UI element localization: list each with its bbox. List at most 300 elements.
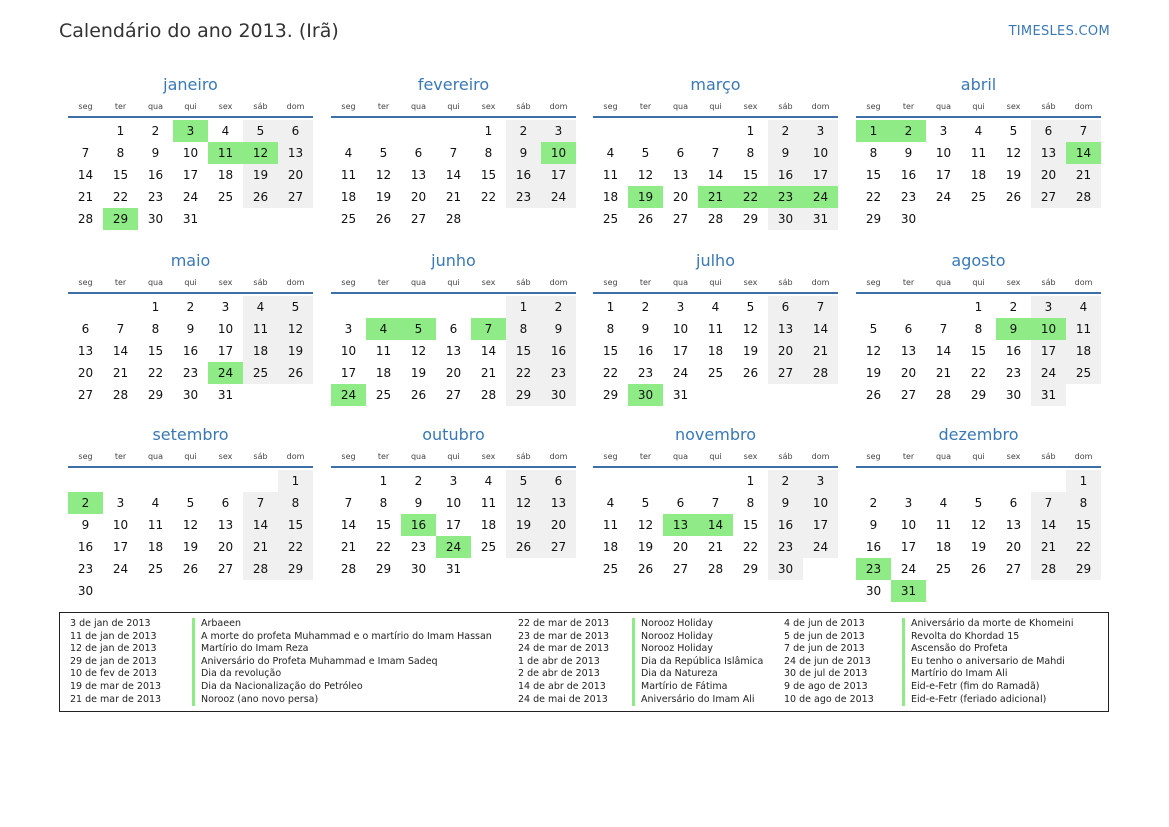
day-cell: 3	[1031, 296, 1066, 318]
day-cell: 17	[182, 168, 199, 182]
weekday-label: qui	[709, 277, 722, 287]
day-cell: 15	[278, 514, 313, 536]
holiday-day: 4	[366, 318, 401, 340]
legend-holiday-name: Martírio de Fátima	[641, 680, 728, 692]
day-cell: 17	[672, 344, 689, 358]
day-cell: 16	[900, 168, 917, 182]
day-cell: 29	[147, 388, 164, 402]
day-cell: 14	[340, 518, 357, 532]
day-cell: 27	[672, 212, 689, 226]
legend-holiday-name: Dia da República Islâmica	[641, 655, 764, 667]
day-cell: 29	[506, 384, 541, 406]
weekday-label: qui	[709, 101, 722, 111]
day-cell: 2	[1009, 300, 1018, 314]
weekday-label: ter	[114, 101, 127, 111]
day-cell: 7	[711, 496, 720, 510]
weekday-label: qua	[410, 101, 427, 111]
legend-date: 12 de jan de 2013	[70, 643, 157, 655]
day-cell: 29	[1066, 558, 1101, 580]
weekday-label: dom	[549, 101, 568, 111]
day-cell: 22	[112, 190, 129, 204]
weekday-label: ter	[114, 451, 127, 461]
day-cell: 26	[865, 388, 882, 402]
day-cell: 22	[480, 190, 497, 204]
day-cell: 29	[742, 212, 759, 226]
day-cell: 29	[278, 558, 313, 580]
legend-date: 23 de mar de 2013	[518, 630, 610, 642]
day-cell: 27	[900, 388, 917, 402]
legend-date: 22 de mar de 2013	[518, 618, 610, 629]
day-cell: 1	[1066, 470, 1101, 492]
day-cell: 16	[77, 540, 94, 554]
weekday-header	[593, 272, 838, 294]
day-cell: 3	[803, 120, 838, 142]
day-cell: 15	[147, 344, 164, 358]
day-cell: 13	[77, 344, 94, 358]
day-cell: 19	[410, 366, 427, 380]
day-cell: 1	[746, 124, 755, 138]
month-name: setembro	[152, 425, 229, 444]
day-cell: 10	[112, 518, 129, 532]
legend-holiday-name: Arbaeen	[201, 618, 241, 629]
day-cell: 26	[182, 562, 199, 576]
day-cell: 19	[182, 540, 199, 554]
empty-cell	[856, 296, 891, 318]
day-cell: 12	[506, 492, 541, 514]
month-name: fevereiro	[417, 75, 490, 94]
day-cell: 17	[935, 168, 952, 182]
weekday-label: sáb	[1041, 277, 1056, 287]
day-cell: 18	[480, 518, 497, 532]
weekday-label: sex	[218, 451, 233, 461]
day-cell: 5	[379, 146, 388, 160]
holiday-day: 7	[471, 318, 506, 340]
weekday-label: dom	[1074, 277, 1093, 287]
day-cell: 3	[541, 120, 576, 142]
month-name: dezembro	[938, 425, 1019, 444]
day-cell: 13	[1005, 518, 1022, 532]
day-cell: 11	[147, 518, 164, 532]
weekday-label: sex	[1006, 277, 1021, 287]
day-cell: 29	[865, 212, 882, 226]
day-cell: 14	[480, 344, 497, 358]
weekday-label: dom	[1074, 101, 1093, 111]
day-cell: 10	[217, 322, 234, 336]
day-cell: 9	[186, 322, 195, 336]
day-cell: 7	[116, 322, 125, 336]
holiday-day: 2	[68, 492, 103, 514]
legend-holiday-name: Eid-e-Fetr (feriado adicional)	[911, 693, 1047, 705]
legend-date: 2 de abr de 2013	[518, 668, 600, 680]
weekday-header	[856, 272, 1101, 294]
day-cell: 17	[445, 518, 462, 532]
weekday-label: sex	[481, 277, 496, 287]
day-cell: 20	[900, 366, 917, 380]
weekday-header	[856, 96, 1101, 118]
day-cell: 11	[340, 168, 357, 182]
day-cell: 10	[340, 344, 357, 358]
day-cell: 24	[112, 562, 129, 576]
legend-date: 24 de mai de 2013	[518, 693, 608, 705]
day-cell: 8	[151, 322, 160, 336]
day-cell: 20	[410, 190, 427, 204]
legend-date: 10 de fev de 2013	[70, 668, 157, 680]
day-cell: 20	[768, 340, 803, 362]
day-cell: 3	[939, 124, 948, 138]
weekday-label: seg	[866, 277, 881, 287]
legend-holiday-name: Aniversário do Imam Ali	[641, 693, 755, 705]
day-cell: 29	[375, 562, 392, 576]
day-cell: 25	[375, 388, 392, 402]
legend-holiday-name: Dia da Natureza	[641, 668, 718, 680]
day-cell: 26	[637, 212, 654, 226]
empty-cell	[593, 470, 628, 492]
day-cell: 13	[900, 344, 917, 358]
day-cell: 16	[147, 168, 164, 182]
legend-date: 9 de ago de 2013	[784, 680, 868, 692]
day-cell: 18	[375, 366, 392, 380]
day-cell: 14	[707, 168, 724, 182]
weekday-label: qua	[147, 101, 164, 111]
day-cell: 3	[116, 496, 125, 510]
day-cell: 9	[414, 496, 423, 510]
day-cell: 28	[935, 388, 952, 402]
empty-cell	[891, 470, 926, 492]
day-cell: 10	[935, 146, 952, 160]
day-cell: 23	[410, 540, 427, 554]
month-junho	[331, 250, 576, 406]
weekday-label: sáb	[253, 101, 268, 111]
day-cell: 22	[865, 190, 882, 204]
day-cell: 28	[77, 212, 94, 226]
day-cell: 1	[116, 124, 125, 138]
legend-date: 4 de jun de 2013	[784, 618, 865, 629]
holiday-day: 19	[628, 186, 663, 208]
day-cell: 4	[939, 496, 948, 510]
holiday-day: 16	[401, 514, 436, 536]
weekday-label: qua	[410, 451, 427, 461]
weekday-label: qua	[672, 451, 689, 461]
day-cell: 26	[375, 212, 392, 226]
weekday-label: seg	[78, 277, 93, 287]
holiday-legend	[59, 612, 1109, 712]
day-cell: 7	[1066, 120, 1101, 142]
day-cell: 14	[1031, 514, 1066, 536]
empty-cell	[401, 120, 436, 142]
day-cell: 6	[449, 322, 458, 336]
day-cell: 6	[676, 146, 685, 160]
day-cell: 7	[344, 496, 353, 510]
empty-cell	[331, 296, 366, 318]
day-cell: 27	[1031, 186, 1066, 208]
day-cell: 28	[707, 212, 724, 226]
page-title: Calendário do ano 2013. (Irã)	[59, 20, 339, 42]
day-cell: 18	[217, 168, 234, 182]
legend-date: 24 de mar de 2013	[518, 643, 610, 655]
day-cell: 24	[541, 186, 576, 208]
weekday-label: seg	[78, 451, 93, 461]
day-cell: 8	[746, 146, 755, 160]
legend-date: 21 de mar de 2013	[70, 693, 162, 705]
day-cell: 22	[1066, 536, 1101, 558]
weekday-header	[593, 96, 838, 118]
day-cell: 27	[672, 562, 689, 576]
weekday-label: qui	[447, 451, 460, 461]
legend-holiday-name: Norooz Holiday	[641, 643, 713, 655]
weekday-header	[593, 446, 838, 468]
empty-cell	[68, 296, 103, 318]
day-cell: 13	[445, 344, 462, 358]
day-cell: 31	[1031, 384, 1066, 406]
day-cell: 15	[506, 340, 541, 362]
empty-cell	[593, 120, 628, 142]
day-cell: 20	[672, 190, 689, 204]
day-cell: 7	[449, 146, 458, 160]
empty-cell	[698, 120, 733, 142]
empty-cell	[471, 296, 506, 318]
month-março	[593, 74, 838, 230]
legend-holiday-name: Eu tenho o aniversario de Mahdi	[911, 655, 1065, 667]
weekday-label: qui	[447, 277, 460, 287]
holiday-day: 24	[208, 362, 243, 384]
holiday-day: 23	[768, 186, 803, 208]
day-cell: 21	[803, 340, 838, 362]
day-cell: 1	[506, 296, 541, 318]
legend-dates-col3	[784, 618, 874, 706]
month-novembro	[593, 424, 838, 580]
month-name: julho	[696, 251, 735, 270]
day-cell: 17	[1031, 340, 1066, 362]
day-cell: 3	[221, 300, 230, 314]
day-cell: 20	[541, 514, 576, 536]
day-cell: 25	[480, 540, 497, 554]
day-cell: 21	[1031, 536, 1066, 558]
day-cell: 24	[935, 190, 952, 204]
day-cell: 18	[935, 540, 952, 554]
day-cell: 26	[742, 366, 759, 380]
weekday-header	[856, 446, 1101, 468]
day-cell: 29	[970, 388, 987, 402]
day-cell: 14	[935, 344, 952, 358]
day-cell: 19	[970, 540, 987, 554]
legend-holiday-name: Eid-e-Fetr (fim do Ramadã)	[911, 680, 1040, 692]
empty-cell	[103, 296, 138, 318]
day-cell: 12	[375, 168, 392, 182]
day-cell: 5	[641, 146, 650, 160]
weekday-label: qui	[184, 101, 197, 111]
month-name: agosto	[951, 251, 1006, 270]
empty-cell	[401, 296, 436, 318]
legend-holiday-name: Revolta do Khordad 15	[911, 630, 1020, 642]
day-cell: 1	[974, 300, 983, 314]
day-cell: 31	[182, 212, 199, 226]
day-cell: 22	[278, 536, 313, 558]
day-cell: 15	[480, 168, 497, 182]
day-cell: 12	[742, 322, 759, 336]
day-cell: 25	[147, 562, 164, 576]
day-cell: 8	[116, 146, 125, 160]
day-cell: 10	[803, 142, 838, 164]
day-cell: 9	[541, 318, 576, 340]
day-cell: 2	[768, 120, 803, 142]
day-cell: 16	[768, 164, 803, 186]
day-cell: 11	[970, 146, 987, 160]
day-cell: 5	[1009, 124, 1018, 138]
holiday-day: 24	[803, 186, 838, 208]
day-cell: 19	[742, 344, 759, 358]
empty-cell	[436, 296, 471, 318]
empty-cell	[628, 120, 663, 142]
day-cell: 7	[243, 492, 278, 514]
day-cell: 15	[602, 344, 619, 358]
day-cell: 17	[803, 514, 838, 536]
holiday-day: 21	[698, 186, 733, 208]
day-cell: 3	[676, 300, 685, 314]
day-cell: 17	[340, 366, 357, 380]
day-cell: 6	[1009, 496, 1018, 510]
weekday-label: qua	[410, 277, 427, 287]
day-cell: 11	[480, 496, 497, 510]
day-cell: 2	[641, 300, 650, 314]
day-cell: 4	[484, 474, 493, 488]
holiday-day: 24	[436, 536, 471, 558]
weekday-label: sex	[1006, 101, 1021, 111]
day-cell: 21	[243, 536, 278, 558]
day-cell: 4	[606, 496, 615, 510]
empty-cell	[173, 470, 208, 492]
day-cell: 6	[1031, 120, 1066, 142]
day-cell: 3	[803, 470, 838, 492]
day-cell: 5	[746, 300, 755, 314]
legend-holiday-name: A morte do profeta Muhammad e o martírio do Imam Hassan	[201, 630, 492, 642]
weekday-label: dom	[549, 277, 568, 287]
weekday-label: qui	[709, 451, 722, 461]
day-cell: 28	[803, 362, 838, 384]
day-cell: 25	[1066, 362, 1101, 384]
weekday-label: sex	[481, 101, 496, 111]
empty-cell	[366, 296, 401, 318]
day-cell: 21	[445, 190, 462, 204]
day-cell: 12	[410, 344, 427, 358]
day-cell: 20	[217, 540, 234, 554]
weekday-label: sáb	[1041, 101, 1056, 111]
day-cell: 14	[243, 514, 278, 536]
weekday-header	[331, 96, 576, 118]
day-cell: 28	[112, 388, 129, 402]
weekday-header	[68, 446, 313, 468]
holiday-day: 1	[856, 120, 891, 142]
day-cell: 7	[81, 146, 90, 160]
holiday-day: 31	[891, 580, 926, 602]
day-cell: 21	[112, 366, 129, 380]
day-cell: 16	[637, 344, 654, 358]
day-cell: 14	[112, 344, 129, 358]
day-cell: 12	[865, 344, 882, 358]
day-cell: 14	[445, 168, 462, 182]
day-cell: 31	[217, 388, 234, 402]
legend-names-col2	[632, 618, 763, 706]
day-cell: 30	[77, 584, 94, 598]
weekday-label: sáb	[516, 101, 531, 111]
day-cell: 5	[243, 120, 278, 142]
day-cell: 10	[900, 518, 917, 532]
day-cell: 23	[506, 186, 541, 208]
weekday-label: sex	[743, 101, 758, 111]
weekday-header	[68, 272, 313, 294]
weekday-label: seg	[603, 451, 618, 461]
day-cell: 3	[344, 322, 353, 336]
day-cell: 6	[414, 146, 423, 160]
day-cell: 11	[1066, 318, 1101, 340]
weekday-label: sáb	[778, 101, 793, 111]
day-cell: 21	[935, 366, 952, 380]
month-julho	[593, 250, 838, 406]
day-cell: 25	[602, 562, 619, 576]
empty-cell	[698, 470, 733, 492]
day-cell: 13	[1031, 142, 1066, 164]
day-cell: 31	[672, 388, 689, 402]
day-cell: 5	[641, 496, 650, 510]
weekday-label: dom	[811, 277, 830, 287]
day-cell: 13	[278, 142, 313, 164]
holiday-day: 12	[243, 142, 278, 164]
weekday-label: dom	[286, 101, 305, 111]
day-cell: 14	[803, 318, 838, 340]
holiday-day: 14	[698, 514, 733, 536]
day-cell: 12	[637, 518, 654, 532]
day-cell: 2	[506, 120, 541, 142]
month-name: março	[690, 75, 741, 94]
weekday-label: qui	[972, 277, 985, 287]
holiday-day: 10	[541, 142, 576, 164]
day-cell: 1	[151, 300, 160, 314]
day-cell: 17	[541, 164, 576, 186]
day-cell: 30	[768, 558, 803, 580]
weekday-label: qui	[447, 101, 460, 111]
weekday-label: ter	[639, 451, 652, 461]
day-cell: 24	[803, 536, 838, 558]
brand-link[interactable]: TIMESLES.COM	[1008, 24, 1110, 39]
day-cell: 8	[484, 146, 493, 160]
day-cell: 17	[900, 540, 917, 554]
day-cell: 4	[1066, 296, 1101, 318]
day-cell: 12	[637, 168, 654, 182]
day-cell: 28	[243, 558, 278, 580]
day-cell: 23	[768, 536, 803, 558]
day-cell: 16	[541, 340, 576, 362]
empty-cell	[68, 470, 103, 492]
day-cell: 16	[768, 514, 803, 536]
weekday-label: dom	[286, 451, 305, 461]
weekday-label: qui	[184, 277, 197, 287]
day-cell: 18	[707, 344, 724, 358]
day-cell: 5	[974, 496, 983, 510]
day-cell: 11	[935, 518, 952, 532]
holiday-day: 23	[856, 558, 891, 580]
day-cell: 10	[445, 496, 462, 510]
day-cell: 10	[803, 492, 838, 514]
day-cell: 1	[484, 124, 493, 138]
month-janeiro	[68, 74, 313, 230]
legend-holiday-name: Martírio do Imam Reza	[201, 643, 309, 655]
weekday-label: sáb	[253, 277, 268, 287]
month-dezembro	[856, 424, 1101, 602]
day-cell: 5	[869, 322, 878, 336]
day-cell: 6	[768, 296, 803, 318]
day-cell: 18	[970, 168, 987, 182]
weekday-label: seg	[341, 101, 356, 111]
day-cell: 20	[77, 366, 94, 380]
